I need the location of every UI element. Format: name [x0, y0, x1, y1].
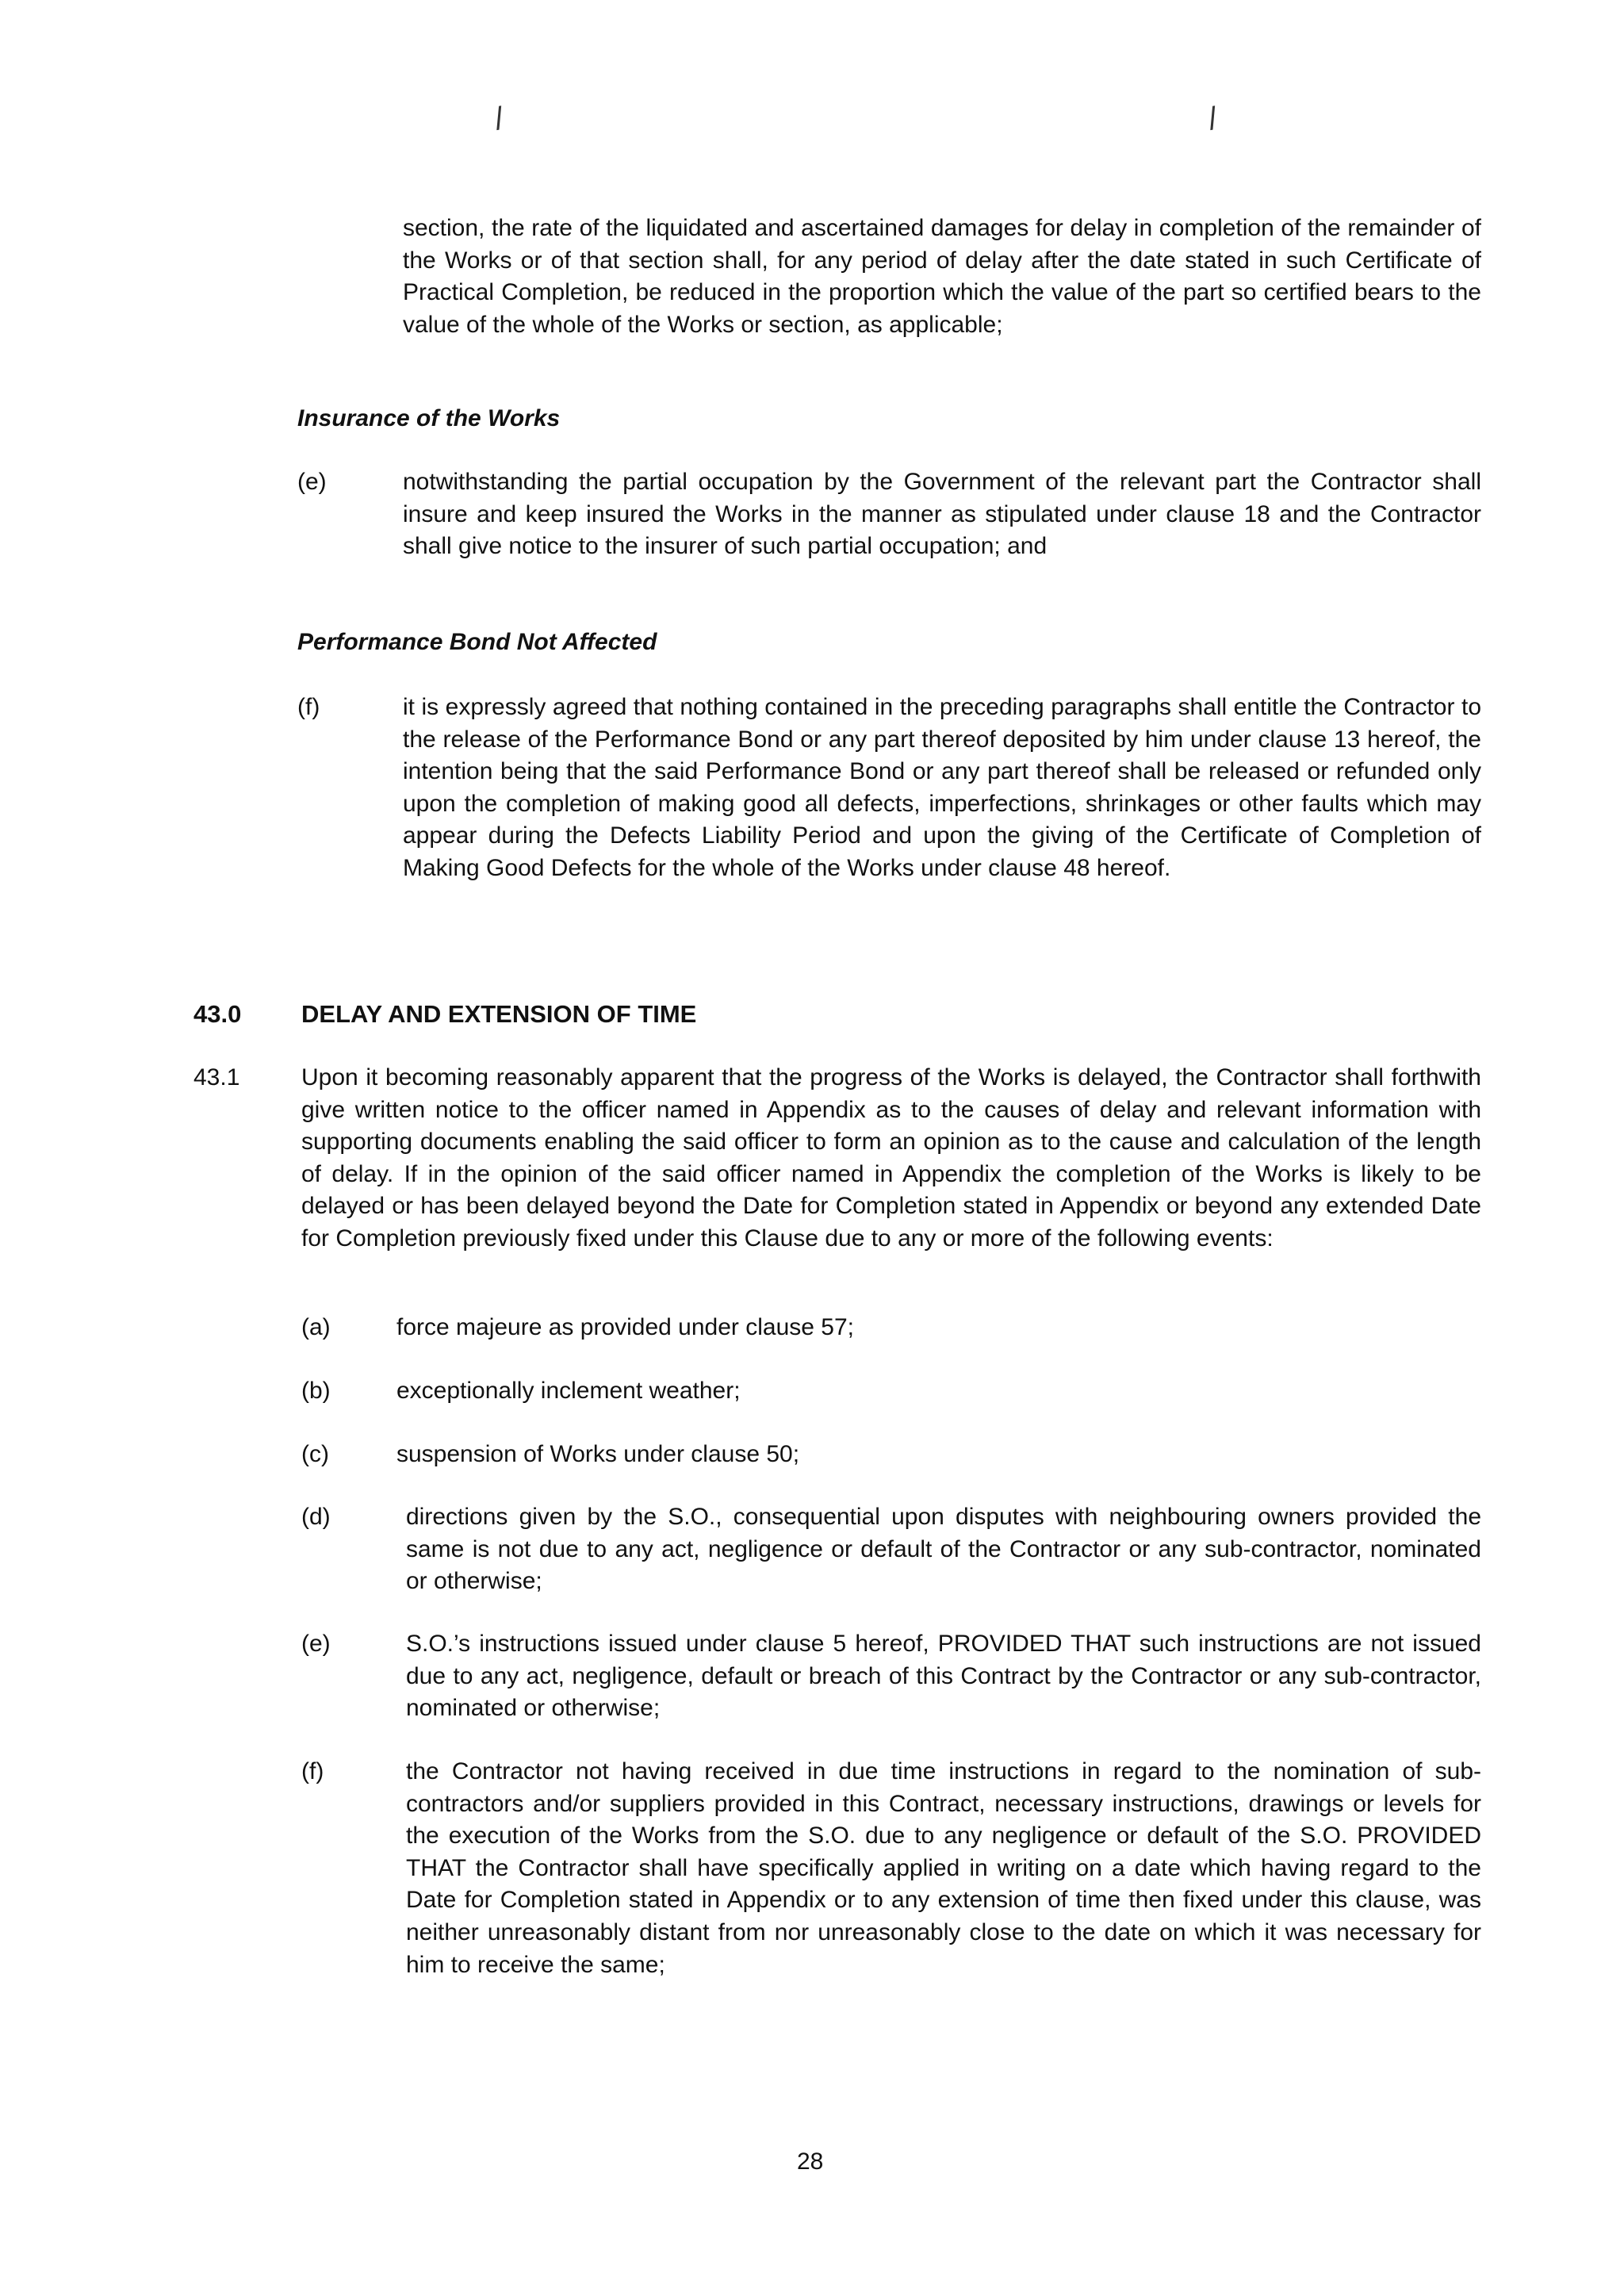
clause-number: 43.1 — [193, 1064, 240, 1091]
event-label: (b) — [301, 1378, 331, 1404]
event-text: suspension of Works under clause 50; — [396, 1441, 800, 1467]
performance-bond-heading: Performance Bond Not Affected — [297, 629, 657, 655]
event-text: the Contractor not having received in due time instructions in regard to the nomination of sub-contractors and/or suppliers provided in this Contract, necessary instructions, drawings or levels for the execution of the Works from the S.O. due to any negligence or default of the S.O. PROVIDED THAT the Contractor shall have specifically applied in writing on a date which having regard to the Date for Completion stated in Appendix or to any extension of time then fixed under this clause, was neither unreasonably distant from nor unreasonably close to the date on which it was necessary for him to receive the same; — [406, 1758, 1481, 1978]
insurance-heading: Insurance of the Works — [297, 405, 561, 431]
event-text: force majeure as provided under clause 57; — [396, 1314, 855, 1340]
event-text: directions given by the S.O., consequential upon disputes with neighbouring owners provided the same is not due to any act, negligence or default of the Contractor or any sub-contractor, nominated or otherwise; — [406, 1504, 1481, 1595]
event-label: (d) — [301, 1504, 331, 1530]
insurance-paragraph: notwithstanding the partial occupation by the Government of the relevant part the Contractor shall insure and keep insured the Works in the manner as stipulated under clause 18 and the Contractor shall give notice to the insurer of such partial occupation; and — [403, 469, 1481, 560]
page-number: 28 — [797, 2148, 824, 2175]
section-number: 43.0 — [193, 1000, 242, 1028]
event-text: exceptionally inclement weather; — [396, 1378, 741, 1404]
event-label: (f) — [301, 1758, 324, 1784]
event-label: (a) — [301, 1314, 331, 1340]
performance-paragraph: it is expressly agreed that nothing contained in the preceding paragraphs shall entitle the Contractor to the release of the Performance Bond or any part thereof deposited by him under clause 13 hereof, the intention being that the said Performance Bond or any part thereof shall be released or refunded only upon the completion of making good all defects, imperfections, shrinkages or other faults which may appear during the Defects Liability Period and upon the giving of the Certificate of Completion of Making Good Defects for the whole of the Works under clause 48 hereof. — [403, 694, 1481, 881]
insurance-item-label: (e) — [297, 469, 327, 495]
continuation-paragraph: section, the rate of the liquidated and ascertained damages for delay in completion of the remainder of the Works or of that section shall, for any period of delay after the date stated in such Certificate of Practical Completion, be reduced in the proportion which the value of the part so certified bears to the value of the whole of the Works or section, as applicable; — [403, 215, 1481, 338]
section-title: DELAY AND EXTENSION OF TIME — [301, 1000, 697, 1028]
scan-mark-left: / — [492, 101, 507, 137]
scan-mark-right: / — [1205, 101, 1220, 137]
event-text: S.O.’s instructions issued under clause 5 hereof, PROVIDED THAT such instructions are not issued due to any act, negligence, default or breach of this Contract by the Contractor or any sub-contractor, nominated or otherwise; — [406, 1631, 1481, 1722]
event-label: (c) — [301, 1441, 329, 1467]
clause-paragraph: Upon it becoming reasonably apparent that the progress of the Works is delayed, the Contractor shall forthwith give written notice to the officer named in Appendix as to the causes of delay and relevant information with supporting documents enabling the said officer to form an opinion as to the cause and calculation of the length of delay. If in the opinion of the said officer named in Appendix the completion of the Works is likely to be delayed or has been delayed beyond the Date for Completion stated in Appendix or beyond any extended Date for Completion previously fixed under this Clause due to any or more of the following events: — [301, 1064, 1481, 1251]
event-label: (e) — [301, 1631, 331, 1657]
performance-item-label: (f) — [297, 694, 320, 720]
